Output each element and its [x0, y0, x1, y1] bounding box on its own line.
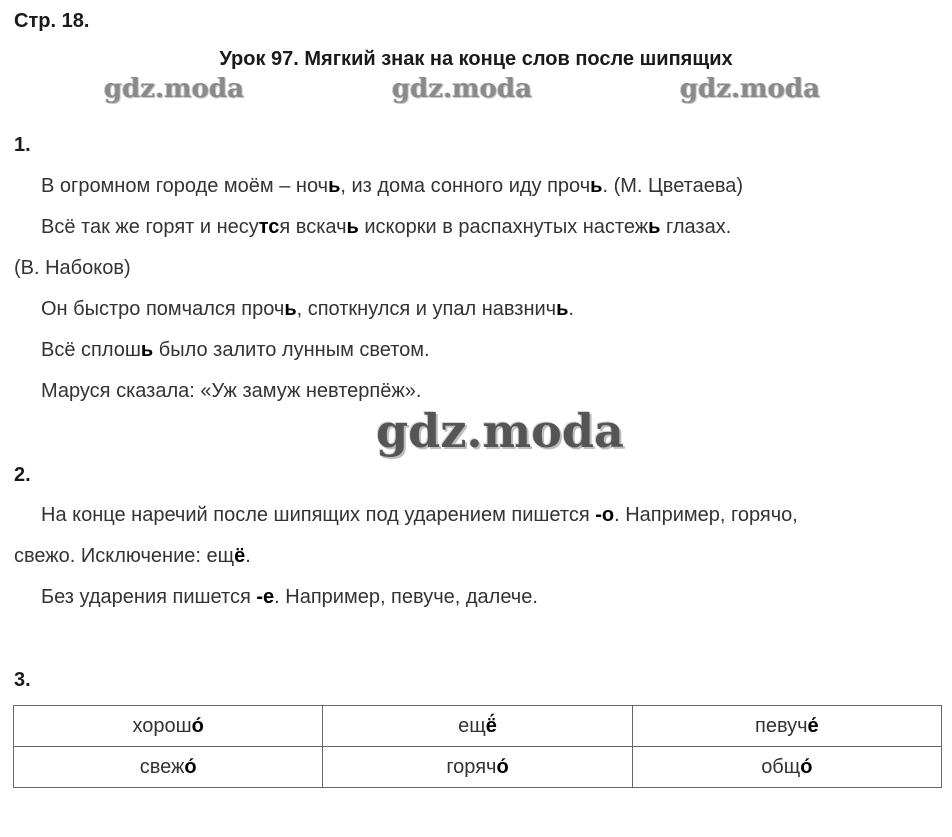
word-ending: о́: [191, 714, 204, 737]
soft-sign: ь: [284, 298, 297, 320]
text: было залито лунным светом.: [153, 339, 430, 361]
soft-sign: ь: [590, 175, 603, 197]
task-2-line-1: [41, 504, 798, 527]
table-row: [14, 747, 942, 788]
soft-sign: ь: [328, 175, 341, 197]
task-1-line-4: [41, 298, 574, 321]
task-1-line-1: [41, 175, 743, 198]
word-ending: о́: [496, 755, 509, 778]
ending: -е: [256, 586, 275, 608]
task-1-line-5: [41, 339, 430, 362]
table-cell: [632, 706, 941, 747]
text: , споткнулся и упал навзнич: [296, 298, 557, 320]
word-stem: певуч: [754, 714, 808, 737]
text: глазах.: [660, 216, 732, 238]
text: (В. Набоков): [14, 257, 131, 279]
soft-sign: ь: [556, 298, 569, 320]
text: свежо. Исключение: ещ: [14, 545, 235, 567]
text: Он быстро помчался проч: [41, 298, 285, 320]
word-stem: свеж: [139, 755, 185, 778]
soft-sign: ь: [346, 216, 359, 238]
table-cell: [323, 747, 632, 788]
task-2-line-3: [41, 586, 538, 609]
word-ending: о́: [184, 755, 197, 778]
ending: -о: [595, 504, 615, 526]
lesson-title: Урок 97. Мягкий знак на конце слов после шипящих: [219, 48, 733, 70]
text: .: [245, 545, 251, 567]
text: . Например, певуче, далече.: [274, 586, 538, 608]
watermark-2: gdz.moda: [392, 74, 533, 104]
task-1-line-2: [41, 216, 731, 239]
text: .: [568, 298, 574, 320]
text: , из дома сонного иду проч: [340, 175, 591, 197]
text: . (М. Цветаева): [602, 175, 744, 197]
ending: ё: [234, 545, 246, 567]
task-2-line-2: [14, 545, 251, 568]
highlight: тс: [258, 216, 280, 238]
word-ending: е́: [807, 714, 819, 737]
watermark-3: gdz.moda: [680, 74, 821, 104]
page-number: Стр. 18.: [14, 10, 90, 32]
task-1-line-6: [41, 380, 421, 403]
text: . Например, горячо,: [614, 504, 798, 526]
soft-sign: ь: [648, 216, 661, 238]
task-1-line-3: [14, 257, 131, 280]
word-stem: горяч: [446, 755, 497, 778]
watermark-1: gdz.moda: [104, 74, 245, 104]
text: На конце наречий после шипящих под ударением пишется: [41, 504, 596, 526]
word-stem: ещ: [458, 714, 486, 737]
text: В огромном городе моём – ноч: [41, 175, 329, 197]
text: Без ударения пишется: [41, 586, 257, 608]
table-cell: [632, 747, 941, 788]
word-ending: о́: [800, 755, 813, 778]
text: я вскач: [279, 216, 347, 238]
word-ending: ё́: [485, 714, 497, 737]
task-3-number: 3.: [14, 669, 31, 691]
word-stem: общ: [761, 755, 801, 778]
table-cell: [14, 747, 323, 788]
text: Маруся сказала: «Уж замуж невтерпёж».: [41, 380, 422, 402]
table-row: [14, 706, 942, 747]
task-2-number: 2.: [14, 464, 31, 486]
table-cell: [323, 706, 632, 747]
table-cell: [14, 706, 323, 747]
text: искорки в распахнутых настеж: [358, 216, 649, 238]
text: Всё сплош: [41, 339, 141, 361]
word-stem: хорош: [132, 714, 192, 737]
watermark-large: gdz.moda: [376, 404, 624, 458]
words-table: [13, 705, 942, 788]
text: Всё так же горят и несу: [41, 216, 259, 238]
task-1-number: 1.: [14, 134, 31, 156]
soft-sign: ь: [140, 339, 154, 361]
